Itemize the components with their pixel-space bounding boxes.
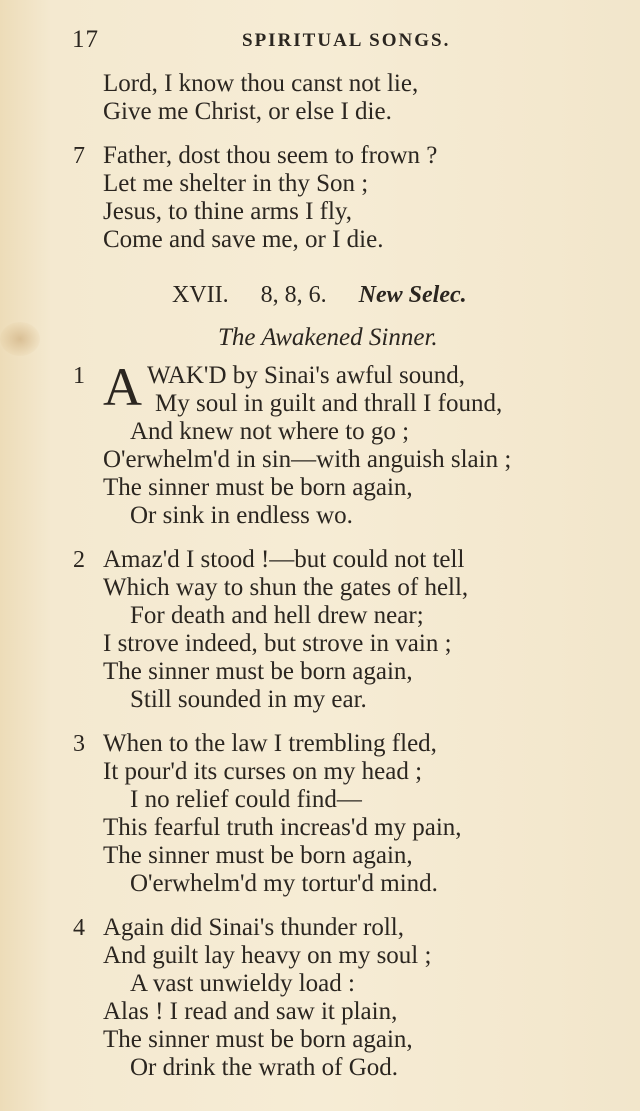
- verse-line: The sinner must be born again,: [103, 842, 413, 869]
- verse-line: O'erwhelm'd my tortur'd mind.: [130, 870, 438, 897]
- verse-line: It pour'd its curses on my head ;: [103, 758, 423, 785]
- verse-line: Again did Sinai's thunder roll,: [103, 914, 405, 941]
- stanza-number: 1: [73, 363, 85, 389]
- page-number: 17: [72, 26, 99, 53]
- verse-line: Come and save me, or I die.: [103, 226, 384, 253]
- verse-line: Let me shelter in thy Son ;: [103, 170, 369, 197]
- verse-line: The sinner must be born again,: [103, 658, 413, 685]
- hymn-number: XVII.: [172, 282, 229, 308]
- verse-line: When to the law I trembling fled,: [103, 730, 437, 757]
- verse-line: And knew not where to go ;: [130, 418, 410, 445]
- hymn-heading: [172, 282, 493, 309]
- running-header: [72, 26, 482, 62]
- verse-line: Or sink in endless wo.: [130, 502, 353, 529]
- verse-line: Alas ! I read and saw it plain,: [103, 998, 398, 1025]
- verse-line: Amaz'd I stood !—but could not tell: [103, 546, 465, 573]
- verse-line: The sinner must be born again,: [103, 474, 413, 501]
- verse-line: My soul in guilt and thrall I found,: [155, 390, 503, 417]
- verse-line: Still sounded in my ear.: [130, 686, 367, 713]
- verse-line: Or drink the wrath of God.: [130, 1054, 398, 1081]
- stanza-number: 7: [73, 143, 85, 169]
- verse-line: And guilt lay heavy on my soul ;: [103, 942, 432, 969]
- verse-line: Which way to shun the gates of hell,: [103, 574, 469, 601]
- drop-cap: A: [103, 357, 142, 417]
- stanza-number: 3: [73, 731, 85, 757]
- verse-line: Father, dost thou seem to frown ?: [103, 142, 438, 169]
- verse-line: Lord, I know thou canst not lie,: [103, 70, 419, 97]
- verse-line: The sinner must be born again,: [103, 1026, 413, 1053]
- running-title: SPIRITUAL SONGS.: [242, 30, 451, 51]
- verse-line: WAK'D by Sinai's awful sound,: [147, 362, 466, 389]
- verse-line: I no relief could find—: [130, 786, 362, 813]
- stanza-number: 2: [73, 547, 85, 573]
- verse-line: Give me Christ, or else I die.: [103, 98, 392, 125]
- verse-line: O'erwhelm'd in sin—with anguish slain ;: [103, 446, 512, 473]
- hymn-meter: 8, 8, 6.: [260, 282, 327, 308]
- hymn-title: The Awakened Sinner.: [218, 324, 438, 351]
- verse-line: Jesus, to thine arms I fly,: [103, 198, 353, 225]
- verse-line: I strove indeed, but strove in vain ;: [103, 630, 452, 657]
- hymn-tune: New Selec.: [358, 282, 467, 308]
- verse-line: For death and hell drew near;: [130, 602, 424, 629]
- verse-line: This fearful truth increas'd my pain,: [103, 814, 462, 841]
- page-stain: [0, 322, 40, 356]
- verse-line: A vast unwieldy load :: [130, 970, 355, 997]
- stanza-number: 4: [73, 915, 85, 941]
